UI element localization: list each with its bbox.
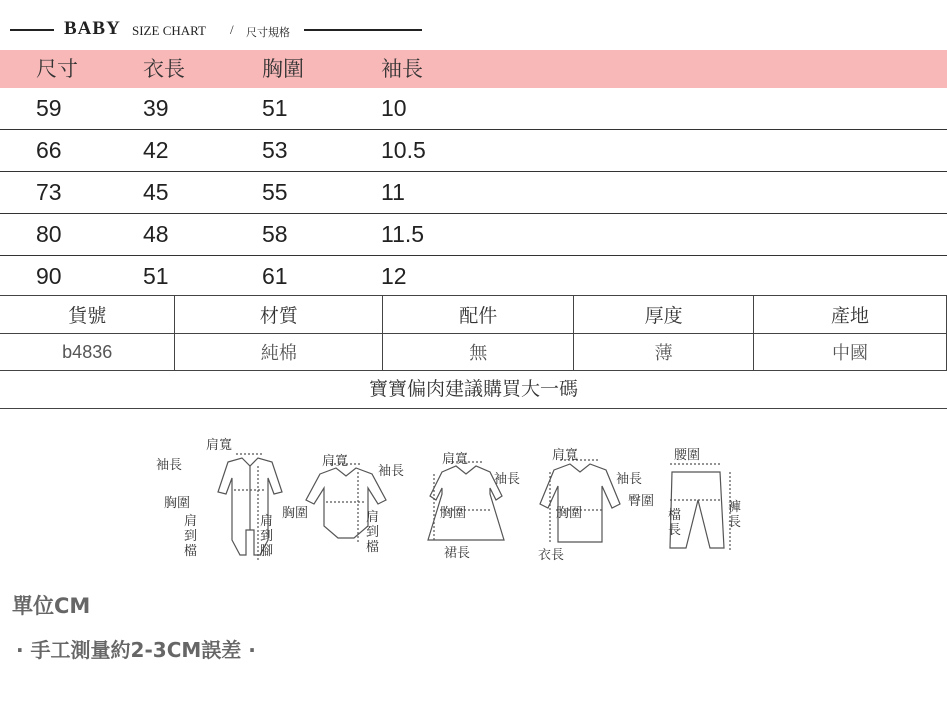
top-length-label: 衣長 [538,548,565,563]
bodysuit-shoulder-crotch-label: 肩到檔 [366,510,380,555]
cell-chest: 51 [262,95,288,121]
table-row [0,214,947,256]
info-value-sku: b4836 [0,334,175,371]
romper-shoulder-crotch-label: 肩到檔 [184,514,198,559]
romper-chest-label: 胸圍 [164,496,191,511]
unit-label: 單位CM [12,594,91,618]
info-header-material: 材質 [175,296,383,334]
size-table-header [0,50,947,88]
romper-shoulder-foot-label: 肩到腳 [260,514,274,559]
measurement-diagrams [150,430,750,580]
cell-sleeve: 11.5 [381,221,425,247]
size-chart-cn-label: 尺寸規格 [246,26,290,39]
info-header-row [0,296,947,334]
table-row [0,130,947,172]
cell-size: 59 [36,95,62,121]
brand-label: BABY [64,18,121,39]
romper-sleeve-label: 袖長 [156,458,183,473]
size-table [0,50,947,297]
cell-length: 39 [143,95,169,121]
cell-length: 51 [143,263,169,289]
cell-length: 45 [143,179,169,205]
title-rule-left [10,29,54,31]
cell-sleeve: 11 [381,179,405,205]
chart-title [10,18,430,42]
info-header-accessories: 配件 [383,296,574,334]
header-length: 衣長 [143,57,185,81]
measurement-tolerance-note: · 手工測量約2-3CM誤差 · [16,638,256,662]
dress-icon [428,462,504,542]
cell-size: 80 [36,221,62,247]
cell-length: 48 [143,221,169,247]
pants-length-label: 褲長 [728,500,742,530]
header-sleeve: 袖長 [381,57,423,81]
header-chest: 胸圍 [262,57,304,81]
top-shoulder-label: 肩寬 [552,448,579,463]
info-value-thickness: 薄 [574,334,754,371]
cell-sleeve: 10 [381,95,407,121]
pants-hip-label: 臀圍 [628,494,655,509]
cell-size: 90 [36,263,62,289]
size-chart-label: SIZE CHART [132,23,206,38]
cell-size: 66 [36,137,62,163]
top-chest-label: 胸圍 [556,506,583,521]
dress-length-label: 裙長 [444,546,471,561]
title-slash: / [230,22,234,37]
bodysuit-sleeve-label: 袖長 [378,464,405,479]
cell-sleeve: 12 [381,263,407,289]
cell-chest: 53 [262,137,288,163]
bodysuit-shoulder-label: 肩寬 [322,454,349,469]
dress-shoulder-label: 肩寬 [442,452,469,467]
cell-sleeve: 10.5 [381,137,426,163]
header-size: 尺寸 [36,57,78,81]
cell-length: 42 [143,137,169,163]
dress-sleeve-label: 袖長 [494,472,521,487]
table-row [0,172,947,214]
title-rule-right [304,29,422,31]
table-row [0,256,947,297]
product-info-table [0,295,947,371]
bodysuit-chest-label: 胸圍 [282,506,309,521]
info-value-material: 純棉 [175,334,383,371]
table-row [0,88,947,130]
cell-chest: 58 [262,221,288,247]
cell-size: 73 [36,179,62,205]
pants-crotch-label: 檔長 [668,508,682,538]
info-value-row [0,334,947,371]
dress-chest-label: 胸圍 [440,506,467,521]
info-value-origin: 中國 [754,334,947,371]
top-icon [540,460,620,544]
info-value-accessories: 無 [383,334,574,371]
pants-waist-label: 腰圍 [674,448,701,463]
top-sleeve-label: 袖長 [616,472,643,487]
cell-chest: 55 [262,179,288,205]
info-header-thickness: 厚度 [574,296,754,334]
size-advice-note: 寶寶偏肉建議購買大一碼 [0,371,947,409]
cell-chest: 61 [262,263,288,289]
romper-shoulder-label: 肩寬 [206,438,233,453]
info-header-sku: 貨號 [0,296,175,334]
info-header-origin: 產地 [754,296,947,334]
